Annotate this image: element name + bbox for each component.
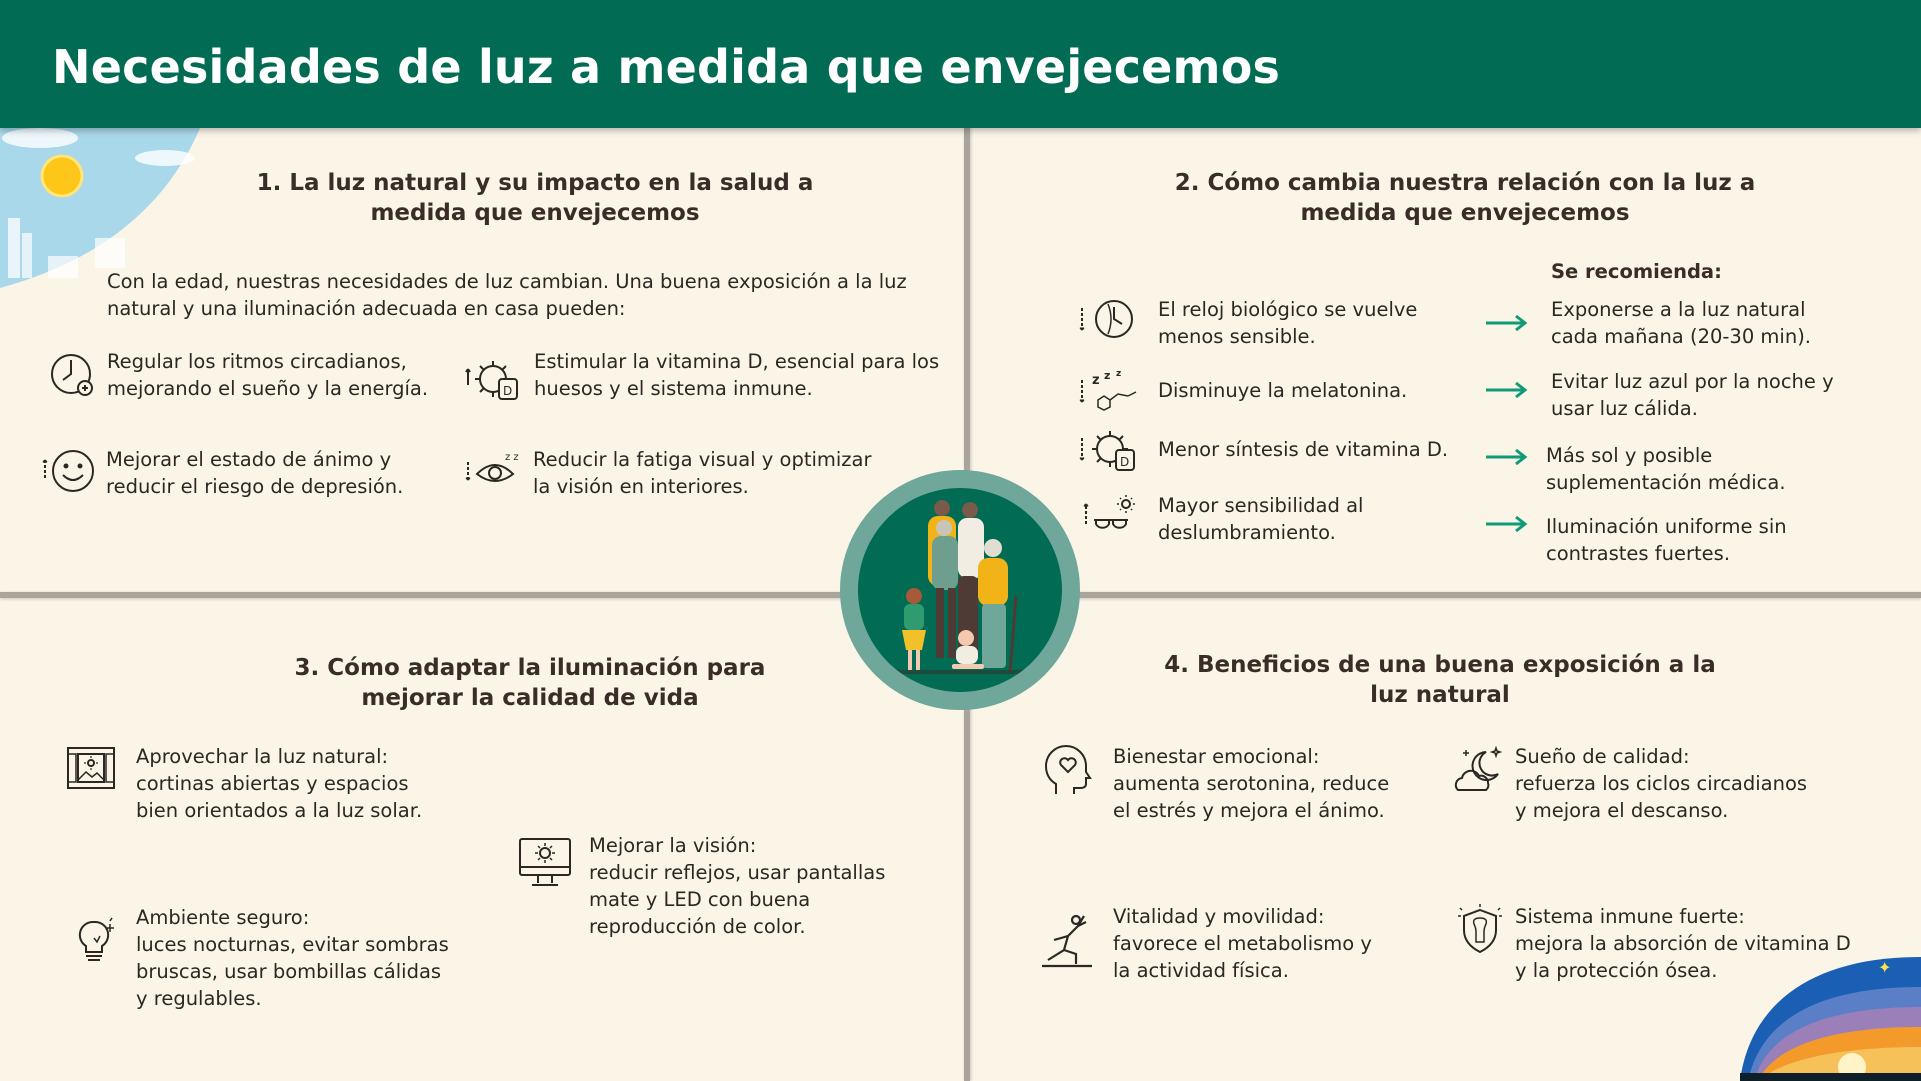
- arrow-right-icon: [1484, 313, 1528, 333]
- section-2-title-line: 2. Cómo cambia nuestra relación con la luz a: [1174, 170, 1756, 196]
- section-3-title-line: mejorar la calidad de vida: [361, 685, 699, 711]
- family-illustration-medallion: [840, 470, 1080, 710]
- benefit-item: [533, 446, 933, 500]
- section-3-title-line: 3. Cómo adaptar la iluminación para: [294, 655, 766, 681]
- vitamin-d-gear-icon: [465, 357, 523, 403]
- benefit-item: [534, 348, 954, 402]
- monitor-icon: [518, 837, 572, 889]
- arrow-right-icon: [1484, 447, 1528, 467]
- item-line: mejorando el sueño y la energía.: [107, 377, 429, 400]
- item-line: Mejorar la visión:: [589, 834, 757, 857]
- sky-city-illustration: [0, 128, 205, 288]
- recommendation-line: suplementación médica.: [1546, 471, 1786, 494]
- item-line: Aprovechar la luz natural:: [136, 745, 389, 768]
- benefit-item: [1515, 743, 1855, 824]
- page-title: Necesidades de luz a medida que envejecemos: [52, 40, 1281, 94]
- svg-text:D: D: [1120, 455, 1130, 469]
- item-line: mate y LED con buena: [589, 888, 811, 911]
- item-line: la visión en interiores.: [533, 475, 749, 498]
- svg-text:z: z: [1092, 373, 1100, 388]
- item-line: Vitalidad y movilidad:: [1113, 905, 1325, 928]
- benefit-item: [106, 446, 446, 500]
- item-line: favorece el metabolismo y: [1113, 932, 1372, 955]
- benefit-item: [1113, 743, 1433, 824]
- item-line: Reducir la fatiga visual y optimizar: [533, 448, 872, 471]
- recommendation-line: Más sol y posible: [1546, 444, 1713, 467]
- item-line: el estrés y mejora el ánimo.: [1113, 799, 1385, 822]
- item-line: Bienestar emocional:: [1113, 745, 1320, 768]
- change-text: [1158, 296, 1458, 350]
- item-line: Mejorar el estado de ánimo y: [106, 448, 392, 471]
- smiley-icon: [40, 448, 98, 494]
- change-line: El reloj biológico se vuelve: [1158, 298, 1418, 321]
- recommendation-text: [1546, 442, 1876, 496]
- exercise-icon: [1040, 912, 1096, 968]
- item-line: Sueño de calidad:: [1515, 745, 1690, 768]
- item-line: Regular los ritmos circadianos,: [107, 350, 407, 373]
- svg-text:z: z: [1104, 369, 1111, 382]
- section-1-intro: [107, 268, 947, 322]
- item-line: bruscas, usar bombillas cálidas: [136, 960, 442, 983]
- recommendation-line: Iluminación uniforme sin: [1546, 515, 1787, 538]
- change-text: [1158, 377, 1458, 404]
- item-line: y la protección ósea.: [1515, 959, 1718, 982]
- sunset-illustration: [1740, 955, 1921, 1081]
- change-line: Menor síntesis de vitamina D.: [1158, 438, 1449, 461]
- svg-text:✦: ✦: [1878, 958, 1892, 977]
- item-line: mejora la absorción de vitamina D: [1515, 932, 1851, 955]
- section-4-title-line: luz natural: [1370, 682, 1510, 708]
- sunglasses-icon: [1076, 494, 1142, 536]
- item-line: refuerza los ciclos circadianos: [1515, 772, 1808, 795]
- section-1-title-line: medida que envejecemos: [370, 200, 700, 226]
- lightbulb-icon: [76, 916, 120, 966]
- item-line: reducir el riesgo de depresión.: [106, 475, 404, 498]
- recommendation-text: [1546, 513, 1876, 567]
- benefit-item: [1113, 903, 1433, 984]
- intro-line: natural y una iluminación adecuada en casa pueden:: [107, 297, 626, 320]
- arrow-right-icon: [1484, 514, 1528, 534]
- section-4-title-line: 4. Beneficios de una buena exposición a la: [1164, 652, 1716, 678]
- item-line: Estimular la vitamina D, esencial para los: [534, 350, 940, 373]
- item-line: luces nocturnas, evitar sombras: [136, 933, 449, 956]
- adaptation-item: [136, 743, 476, 824]
- item-line: aumenta serotonina, reduce: [1113, 772, 1390, 795]
- item-line: bien orientados a la luz solar.: [136, 799, 423, 822]
- recommendation-text: [1551, 368, 1881, 422]
- item-line: y regulables.: [136, 987, 262, 1010]
- section-2-title-line: medida que envejecemos: [1300, 200, 1630, 226]
- recommendation-line: Exponerse a la luz natural: [1551, 298, 1806, 321]
- svg-text:z z: z z: [505, 452, 519, 463]
- intro-line: Con la edad, nuestras necesidades de luz cambian. Una buena exposición a la luz: [107, 270, 907, 293]
- moon-cloud-icon: [1452, 744, 1504, 796]
- adaptation-item: [136, 904, 476, 1012]
- item-line: la actividad física.: [1113, 959, 1289, 982]
- header-bar: [0, 0, 1921, 128]
- recommendation-line: contrastes fuertes.: [1546, 542, 1731, 565]
- svg-text:D: D: [503, 384, 513, 398]
- item-line: Sistema inmune fuerte:: [1515, 905, 1745, 928]
- item-line: y mejora el descanso.: [1515, 799, 1729, 822]
- section-1-title: [200, 168, 870, 228]
- section-4-title: [1110, 650, 1770, 710]
- family-illustration: [858, 488, 1062, 692]
- head-heart-icon: [1042, 744, 1096, 798]
- eye-icon: [465, 450, 523, 490]
- change-line: Mayor sensibilidad al: [1158, 494, 1364, 517]
- section-3-title: [200, 653, 860, 713]
- change-line: menos sensible.: [1158, 325, 1316, 348]
- change-line: Disminuye la melatonina.: [1158, 379, 1408, 402]
- section-2-title: [1130, 168, 1800, 228]
- immune-shield-icon: [1454, 904, 1506, 956]
- benefit-item: [107, 348, 447, 402]
- item-line: cortinas abiertas y espacios: [136, 772, 409, 795]
- recommendation-line: usar luz cálida.: [1551, 397, 1698, 420]
- window-icon: [66, 746, 116, 790]
- adaptation-item: [589, 832, 929, 940]
- biological-clock-icon: [1076, 298, 1142, 340]
- item-line: Ambiente seguro:: [136, 906, 310, 929]
- change-line: deslumbramiento.: [1158, 521, 1336, 544]
- recommendation-line: Evitar luz azul por la noche y: [1551, 370, 1834, 393]
- item-line: reducir reflejos, usar pantallas: [589, 861, 886, 884]
- change-text: [1158, 492, 1458, 546]
- clock-icon: [50, 352, 96, 398]
- vitamin-d-gear-icon: [1076, 428, 1142, 474]
- recommendation-line: cada mañana (20-30 min).: [1551, 325, 1812, 348]
- recommend-label: Se recomienda:: [1551, 260, 1722, 283]
- item-line: reproducción de color.: [589, 915, 806, 938]
- recommendation-text: [1551, 296, 1881, 350]
- svg-text:z: z: [1116, 369, 1122, 379]
- melatonin-icon: [1076, 368, 1142, 410]
- arrow-right-icon: [1484, 380, 1528, 400]
- change-text: [1158, 436, 1458, 463]
- section-1-title-line: 1. La luz natural y su impacto en la salud a: [256, 170, 814, 196]
- item-line: huesos y el sistema inmune.: [534, 377, 813, 400]
